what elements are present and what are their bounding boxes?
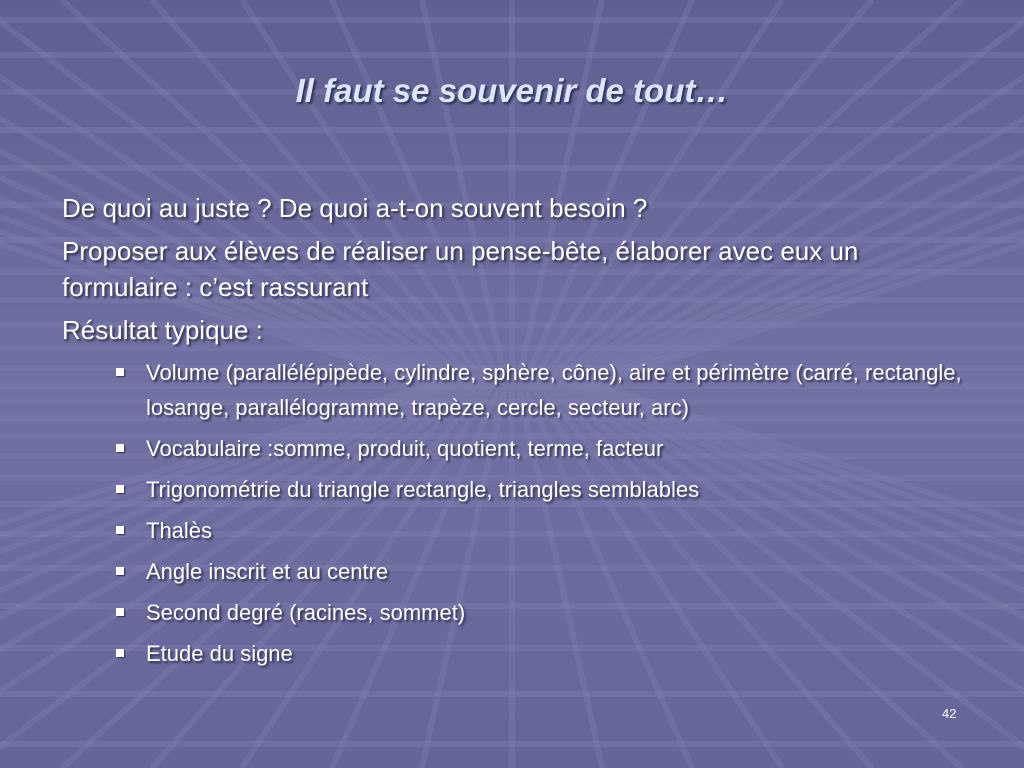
list-item [62,636,962,671]
list-item [62,595,962,630]
square-bullet-icon [116,368,124,376]
paragraph-result: Résultat typique : [62,315,263,345]
square-bullet-icon [116,444,124,452]
square-bullet-icon [116,567,124,575]
list-item [62,513,962,548]
square-bullet-icon [116,649,124,657]
list-item [62,472,962,507]
list-item [62,355,962,425]
slide-title: Il faut se souvenir de tout… [295,72,729,109]
list-item [62,431,962,466]
list-item [62,554,962,589]
bullet-list [62,355,962,671]
square-bullet-icon [116,485,124,493]
square-bullet-icon [116,526,124,534]
page-number: 42 [942,706,957,721]
square-bullet-icon [116,608,124,616]
slide-body [62,190,962,677]
list-item-text: Second degré (racines, sommet) [146,600,466,625]
paragraph-question: De quoi au juste ? De quoi a-t-on souvent besoin ? [62,193,648,223]
list-item-text: Volume (parallélépipède, cylindre, sphère, cône), aire et périmètre (carré, rectangle, losange, parallélogramme, trapèze, cercle, secteur, arc) [146,360,962,420]
list-item-text: Thalès [146,518,213,543]
list-item-text: Etude du signe [146,641,293,666]
paragraph-proposal: Proposer aux élèves de réaliser un pense-bête, élaborer avec eux un formulaire : c’est rassurant [62,236,859,302]
list-item-text: Trigonométrie du triangle rectangle, triangles semblables [146,477,700,502]
list-item-text: Angle inscrit et au centre [146,559,389,584]
list-item-text: Vocabulaire :somme, produit, quotient, terme, facteur [146,436,664,461]
